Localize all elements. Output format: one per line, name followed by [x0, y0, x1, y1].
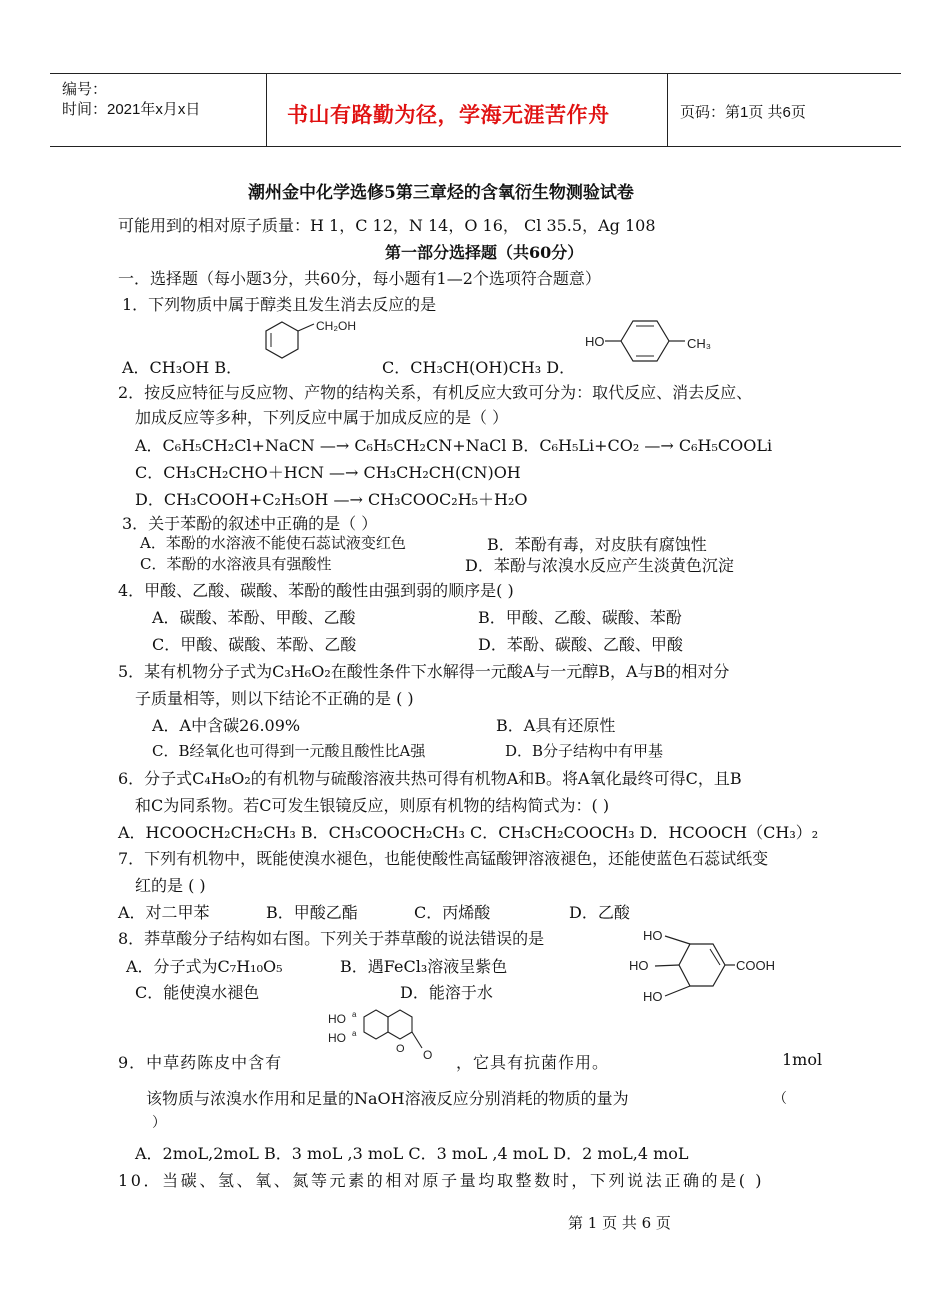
q3-option-b: B．苯酚有毒，对皮肤有腐蚀性	[487, 535, 707, 554]
q7-stem-line2: 红的是 ( )	[135, 876, 206, 895]
q9-stem-b: ，它具有抗菌作用。	[456, 1053, 610, 1072]
q1-stem: 1．下列物质中属于醇类且发生消去反应的是	[122, 295, 437, 314]
q1-d-ho-label: HO	[585, 334, 605, 349]
q9-sup-2: a	[352, 1029, 357, 1038]
q10-stem: 10．当碳、氢、氧、氮等元素的相对原子量均取整数时，下列说法正确的是( )	[118, 1171, 765, 1190]
instructions: 一．选择题（每小题3分，共60分，每小题有1—2个选项符合题意）	[118, 269, 601, 288]
q7-option-b: B．甲酸乙酯	[266, 903, 358, 922]
atomic-masses: 可能用到的相对原子质量：H 1，C 12，N 14，O 16， Cl 35.5，Ag 108	[118, 216, 656, 235]
q9-ho-label-1: HO	[328, 1012, 346, 1026]
q9-options: A．2moL,2moL B．3 moL ,3 moL C．3 moL ,4 moL D．2 moL,4 moL	[135, 1144, 689, 1163]
q7-stem-line1: 7．下列有机物中，既能使溴水褪色，也能使酸性高锰酸钾溶液褪色，还能使蓝色石蕊试纸变	[118, 849, 769, 868]
header-motto: 书山有路勤为径，学海无涯苦作舟	[287, 103, 610, 127]
q4-option-b: B．甲酸、乙酸、碳酸、苯酚	[478, 608, 682, 627]
q5-option-c: C．B经氧化也可得到一元酸且酸性比A强	[152, 742, 426, 760]
header-number: 编号：	[62, 81, 108, 98]
q8-cooh-label: COOH	[736, 958, 775, 973]
q9-ho-label-2: HO	[328, 1031, 346, 1045]
q1-options-ab: A．CH₃OH B．	[122, 358, 243, 377]
q8-ho-bottom-label: HO	[643, 989, 663, 1004]
page-title: 潮州金中化学选修5第三章烃的含氧衍生物测验试卷	[248, 183, 634, 203]
q3-option-d: D．苯酚与浓溴水反应产生淡黄色沉淀	[465, 556, 734, 575]
q9-stem-c: 1mol	[782, 1050, 823, 1069]
q1-benzyl-alcohol-structure	[262, 318, 372, 366]
q2-stem-line1: 2．按反应特征与反应物、产物的结构关系，有机反应大致可分为：取代反应、消去反应、	[118, 383, 753, 402]
section-heading: 第一部分选择题（共60分）	[385, 243, 584, 262]
q3-stem: 3．关于苯酚的叙述中正确的是（ ）	[122, 514, 378, 533]
q8-option-c: C．能使溴水褪色	[135, 983, 260, 1002]
header-time: 时间：2021年x月x日	[62, 101, 201, 118]
q8-option-d: D．能溶于水	[400, 983, 493, 1002]
q8-option-a: A．分子式为C₇H₁₀O₅	[126, 957, 283, 976]
header-bottom-rule	[50, 146, 901, 147]
q9-carbonyl-o: O	[423, 1048, 433, 1062]
q8-ho-mid-label: HO	[629, 958, 649, 973]
q4-option-a: A．碳酸、苯酚、甲酸、乙酸	[152, 608, 356, 627]
q3-option-c: C．苯酚的水溶液具有强酸性	[140, 555, 332, 573]
q6-stem-line1: 6．分子式C₄H₈O₂的有机物与硫酸溶液共热可得有机物A和B。将A氧化最终可得C，且B	[118, 769, 742, 788]
page-footer: 第 1 页 共 6 页	[568, 1214, 671, 1232]
q9-sup-1: a	[352, 1010, 357, 1019]
header-page: 页码：第1页 共6页	[680, 104, 806, 121]
header-divider-right	[667, 73, 668, 146]
q6-options: A．HCOOCH₂CH₂CH₃ B．CH₃COOCH₂CH₃ C．CH₃CH₂COOCH₃ D．HCOOCH（CH₃）₂	[118, 823, 819, 842]
q1-options-cd: C．CH₃CH(OH)CH₃ D．	[382, 358, 576, 377]
q2-option-c: C．CH₃CH₂CHO＋HCN —→ CH₃CH₂CH(CN)OH	[135, 463, 521, 482]
q5-stem-line2: 子质量相等，则以下结论不正确的是 ( )	[135, 689, 414, 708]
q1-b-ch2oh-label: CH₂OH	[316, 319, 356, 333]
q9-paren-open: （	[773, 1091, 787, 1107]
q3-option-a: A．苯酚的水溶液不能使石蕊试液变红色	[140, 534, 406, 552]
q1-d-ch3-label: CH₃	[687, 336, 712, 351]
q8-shikimic-acid-structure	[625, 922, 795, 1008]
q5-stem-line1: 5．某有机物分子式为C₃H₆O₂在酸性条件下水解得一元酸A与一元醇B，A与B的相对分	[118, 662, 730, 681]
q7-option-d: D．乙酸	[569, 903, 630, 922]
q9-stem-a: 9．中草药陈皮中含有	[118, 1053, 283, 1072]
q5-option-a: A．A中含碳26.09%	[152, 716, 301, 735]
q5-option-b: B．A具有还原性	[496, 716, 616, 735]
q5-option-d: D．B分子结构中有甲基	[505, 742, 664, 760]
q8-stem: 8．莽草酸分子结构如右图。下列关于莽草酸的说法错误的是	[118, 929, 545, 948]
q8-option-b: B．遇FeCl₃溶液呈紫色	[340, 957, 508, 976]
q1-p-cresol-structure	[585, 315, 725, 369]
q9-ring-o: O	[396, 1043, 405, 1055]
q9-paren-close: ）	[152, 1115, 166, 1131]
q9-stem-line2: 该物质与浓溴水作用和足量的NaOH溶液反应分别消耗的物质的量为	[146, 1089, 629, 1108]
q7-option-c: C．丙烯酸	[414, 903, 491, 922]
q2-stem-line2: 加成反应等多种，下列反应中属于加成反应的是（ ）	[135, 408, 509, 427]
q7-option-a: A．对二甲苯	[118, 903, 210, 922]
header-divider-left	[266, 73, 267, 146]
q4-option-c: C．甲酸、碳酸、苯酚、乙酸	[152, 635, 357, 654]
q9-coumarin-structure	[326, 1006, 444, 1066]
q4-option-d: D．苯酚、碳酸、乙酸、甲酸	[478, 635, 683, 654]
q8-ho-top-label: HO	[643, 928, 663, 943]
q6-stem-line2: 和C为同系物。若C可发生银镜反应，则原有机物的结构简式为：( )	[135, 796, 610, 815]
q4-stem: 4．甲酸、乙酸、碳酸、苯酚的酸性由强到弱的顺序是( )	[118, 581, 514, 600]
q2-option-d: D．CH₃COOH+C₂H₅OH —→ CH₃COOC₂H₅＋H₂O	[135, 490, 528, 509]
q2-options-ab: A．C₆H₅CH₂Cl+NaCN —→ C₆H₅CH₂CN+NaCl B．C₆H₅Li+CO₂ —→ C₆H₅COOLi	[135, 436, 773, 455]
header-top-rule	[50, 73, 901, 74]
